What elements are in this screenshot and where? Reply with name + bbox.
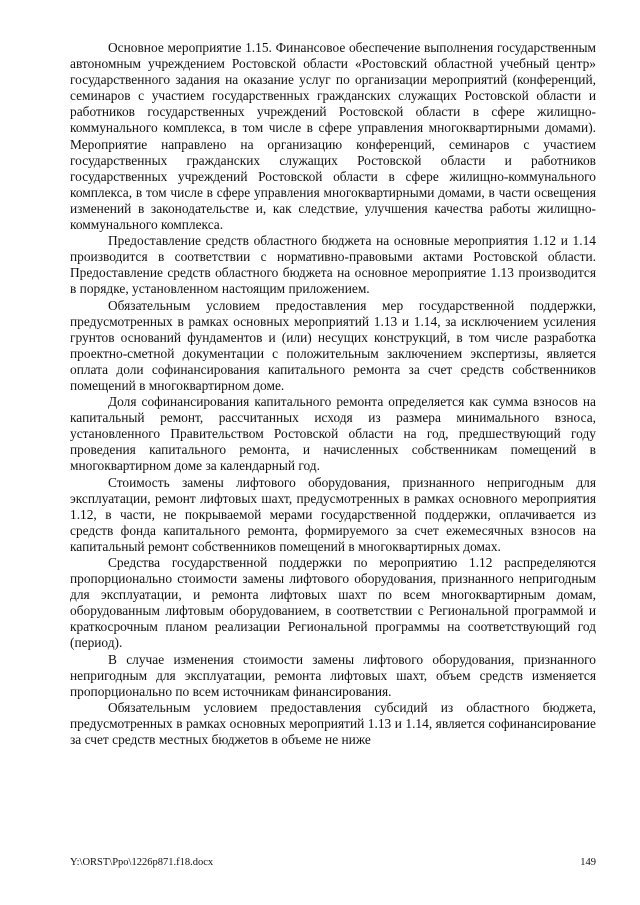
paragraph-3: Обязательным условием предоставления мер государственной поддержки, предусмотренных в рамках основных мероприятий 1.13 и 1.14, за исключением усиления грунтов оснований фундаментов и (или) несущих конструкций, в том числе разработка проектно-сметной документации с положительным заключением экспертизы, является оплата доли софинансирования капитального ремонта за счет средств собственников помещений в многоквартирном доме. <box>70 297 596 393</box>
paragraph-8: Обязательным условием предоставления субсидий из областного бюджета, предусмотренных в рамках основных мероприятий 1.13 и 1.14, является софинансирование за счет средств местных бюджетов в объеме не ниже <box>70 699 596 748</box>
paragraph-4: Доля софинансирования капитального ремонта определяется как сумма взносов на капитальный ремонт, рассчитанных исходя из размера минимального взноса, установленного Правительством Ростовской области на год, предшествующий году проведения капитального ремонта, и начисленных собственникам помещений в многоквартирном доме за календарный год. <box>70 394 596 474</box>
paragraph-5: Стоимость замены лифтового оборудования, признанного непригодным для эксплуатации, ремонт лифтовых шахт, предусмотренных в рамках основного мероприятия 1.12, в части, не покрываемой мерами государственной поддержки, оплачивается из средств фонда капитального ремонта, формируемого за счет ежемесячных взносов на капитальный ремонт собственников помещений в многоквартирных домах. <box>70 474 596 554</box>
paragraph-7: В случае изменения стоимости замены лифтового оборудования, признанного непригодным для эксплуатации, ремонта лифтовых шахт, объем средств изменяется пропорционально по всем источникам финансирования. <box>70 651 596 699</box>
paragraph-1: Основное мероприятие 1.15. Финансовое обеспечение выполнения государственным автономным учреждением Ростовской области «Ростовский областной учебный центр» государственного задания на оказание услуг по организации мероприятий (конференций, семинаров с участием государственных гражданских служащих Ростовской области и работников государственных учреждений Ростовской области в сфере жилищно-коммунального комплекса, в том числе в сфере управления многоквартирными домами). Мероприятие направлено на организацию конференций, семинаров с участием государственных гражданских служащих Ростовской области и работников государственных учреждений Ростовской области в сфере жилищно-коммунального комплекса, в том числе в сфере управления многоквартирными домами, в части освещения изменений в законодательстве и, как следствие, улучшения качества работы жилищно-коммунального комплекса. <box>70 40 596 233</box>
file-path: Y:\ORST\Ppo\1226p871.f18.docx <box>70 857 214 868</box>
document-body <box>70 40 596 748</box>
paragraph-6: Средства государственной поддержки по мероприятию 1.12 распределяются пропорционально стоимости замены лифтового оборудования, признанного непригодным для эксплуатации, и ремонта лифтовых шахт по всем многоквартирным домам, оборудованным лифтовым оборудованием, в соответствии с Региональной программой и краткосрочным планом реализации Региональной программы на соответствующий год (период). <box>70 555 596 651</box>
paragraph-2: Предоставление средств областного бюджета на основные мероприятия 1.12 и 1.14 производится в соответствии с нормативно-правовыми актами Ростовской области. Предоставление средств областного бюджета на основное мероприятие 1.13 производится в порядке, установленном настоящим приложением. <box>70 233 596 297</box>
page-number: 149 <box>580 857 596 868</box>
